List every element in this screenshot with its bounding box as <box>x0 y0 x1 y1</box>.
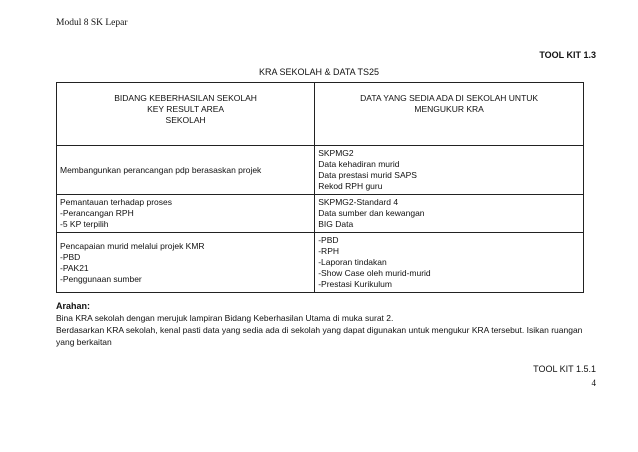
cell-line: -PBD <box>318 235 339 245</box>
cell-line: -Prestasi Kurikulum <box>318 279 392 289</box>
cell-line: -Perancangan RPH <box>60 208 134 218</box>
module-name: Modul 8 SK Lepar <box>56 18 128 28</box>
cell-line: -PBD <box>60 251 81 262</box>
table-row <box>57 195 584 233</box>
cell-line: Pemantauan terhadap proses <box>60 197 172 207</box>
cell-line: -PAK21 <box>60 262 89 273</box>
table-header-row <box>57 83 584 146</box>
header-kra-line: BIDANG KEBERHASILAN SEKOLAH <box>114 93 257 103</box>
header-kra <box>57 83 315 146</box>
header-kra-line: KEY RESULT AREA <box>147 104 225 114</box>
kra-cell <box>57 195 315 233</box>
kra-table <box>56 82 584 293</box>
cell-line: Data prestasi murid SAPS <box>318 170 417 180</box>
kra-cell <box>57 146 315 195</box>
cell-line: Data sumber dan kewangan <box>318 208 425 218</box>
table-row <box>57 146 584 195</box>
data-cell <box>315 233 584 293</box>
instructions-heading: Arahan: <box>56 301 91 311</box>
table-row <box>57 233 584 293</box>
kra-cell <box>57 233 315 293</box>
cell-line: -Laporan tindakan <box>318 257 387 267</box>
cell-line: SKPMG2-Standard 4 <box>318 197 399 207</box>
cell-line: -Show Case oleh murid-murid <box>318 268 431 278</box>
instructions-line: Berdasarkan KRA sekolah, kenal pasti data yang sedia ada di sekolah yang dapat digunakan untuk mengukur KRA tersebut. Isikan ruangan yang berkaitan <box>56 325 583 347</box>
document-title: KRA SEKOLAH & DATA TS25 <box>258 67 380 77</box>
data-cell <box>315 146 584 195</box>
cell-line: -Penggunaan sumber <box>60 273 142 284</box>
cell-line: Membangunkan perancangan pdp berasaskan projek <box>60 164 262 175</box>
data-cell <box>315 195 584 233</box>
toolkit-label: TOOL KIT 1.3 <box>539 50 596 60</box>
header-data-line: MENGUKUR KRA <box>414 104 484 114</box>
cell-line: Rekod RPH guru <box>318 181 383 191</box>
instructions-line: Bina KRA sekolah dengan merujuk lampiran Bidang Keberhasilan Utama di muka surat 2. <box>56 313 394 323</box>
header-kra-line: SEKOLAH <box>165 115 206 125</box>
header-data-line: DATA YANG SEDIA ADA DI SEKOLAH UNTUK <box>360 93 539 103</box>
cell-line: BIG Data <box>318 219 354 229</box>
cell-line: Data kehadiran murid <box>318 159 400 169</box>
cell-line: -5 KP terpilih <box>60 219 109 229</box>
cell-line: -RPH <box>318 246 339 256</box>
instructions <box>56 300 586 348</box>
page-number: 4 <box>591 378 596 388</box>
cell-line: SKPMG2 <box>318 148 354 158</box>
toolkit-footer-label: TOOL KIT 1.5.1 <box>533 364 596 374</box>
header-data <box>315 83 584 146</box>
cell-line: Pencapaian murid melalui projek KMR <box>60 240 205 251</box>
